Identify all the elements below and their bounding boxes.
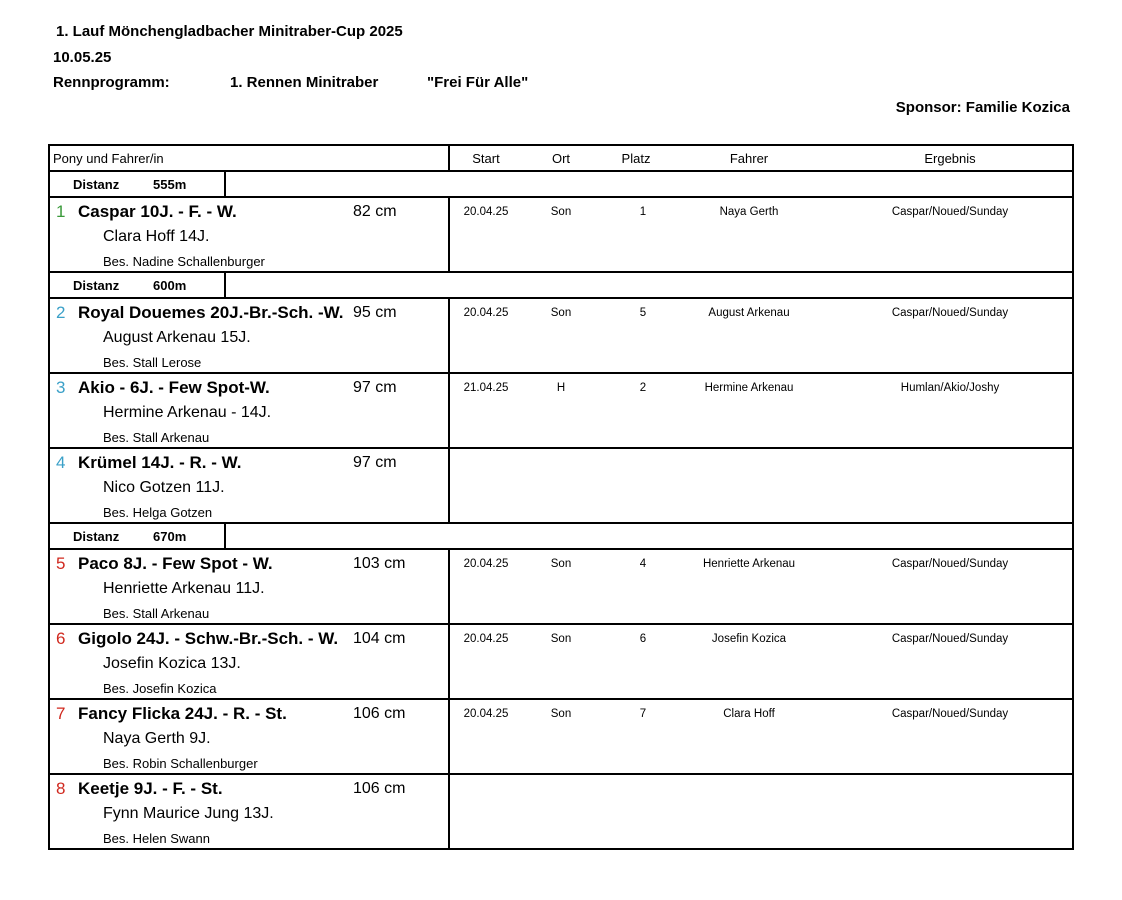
cell-ergebnis: Humlan/Akio/Joshy <box>900 382 1000 394</box>
cell-fahrer: Naya Gerth <box>719 206 779 218</box>
race-name: "Frei Für Alle" <box>427 74 529 91</box>
pony-height: 97 cm <box>353 454 397 471</box>
pony-name: Gigolo 24J. - Schw.-Br.-Sch. - W. <box>78 629 339 648</box>
cell-start: 20.04.25 <box>463 708 509 720</box>
cell-platz: 4 <box>639 558 647 570</box>
cell-fahrer: Josefin Kozica <box>711 633 787 645</box>
start-number: 1 <box>56 202 66 221</box>
distance-value: 555m <box>153 177 187 192</box>
distance-row <box>50 273 1072 299</box>
driver-name: Josefin Kozica 13J. <box>103 655 241 672</box>
table-row <box>50 449 1072 524</box>
table-row <box>50 299 1072 374</box>
column-header-pony: Pony und Fahrer/in <box>53 151 164 166</box>
cell-platz: 7 <box>639 708 647 720</box>
cell-platz: 5 <box>639 307 647 319</box>
pony-name: Krümel 14J. - R. - W. <box>78 453 242 472</box>
start-number: 4 <box>56 453 66 472</box>
cell-fahrer: Clara Hoff <box>723 708 775 720</box>
pony-name: Akio - 6J. - Few Spot-W. <box>78 378 270 397</box>
table-body <box>50 172 1072 848</box>
cell-start: 20.04.25 <box>463 633 509 645</box>
column-divider <box>448 625 450 698</box>
pony-height: 82 cm <box>353 203 397 220</box>
cell-start: 21.04.25 <box>463 382 509 394</box>
race-program-table <box>48 144 1074 850</box>
distance-row <box>50 524 1072 550</box>
column-header-ort: Ort <box>551 151 571 166</box>
pony-name: Fancy Flicka 24J. - R. - St. <box>78 704 287 723</box>
table-row <box>50 550 1072 625</box>
pony-height: 106 cm <box>353 705 406 722</box>
column-header-row <box>50 146 1072 172</box>
cell-ort: Son <box>550 206 572 218</box>
driver-name: Clara Hoff 14J. <box>103 228 210 245</box>
cell-ergebnis: Caspar/Noued/Sunday <box>891 206 1009 218</box>
race-title: 1. Rennen Minitraber <box>230 74 379 91</box>
table-row <box>50 775 1072 848</box>
column-divider <box>448 449 450 522</box>
column-header-start: Start <box>472 151 500 166</box>
column-header-platz: Platz <box>621 151 651 166</box>
owner-name: Bes. Helen Swann <box>103 831 210 846</box>
owner-name: Bes. Stall Lerose <box>103 355 202 370</box>
pony-name: Royal Douemes 20J.-Br.-Sch. -W. <box>78 303 344 322</box>
start-number: 8 <box>56 779 66 798</box>
owner-name: Bes. Josefin Kozica <box>103 681 217 696</box>
column-header-fahrer: Fahrer <box>729 151 769 166</box>
distance-label: Distanz <box>73 278 120 293</box>
driver-name: Henriette Arkenau 11J. <box>103 580 265 597</box>
driver-name: Naya Gerth 9J. <box>103 730 211 747</box>
cell-ort: Son <box>550 708 572 720</box>
distance-value: 600m <box>153 278 187 293</box>
distance-label: Distanz <box>73 529 120 544</box>
cell-ergebnis: Caspar/Noued/Sunday <box>891 633 1009 645</box>
column-divider <box>448 775 450 848</box>
cell-platz: 2 <box>639 382 647 394</box>
document-title: 1. Lauf Mönchengladbacher Minitraber-Cup 2025 <box>56 23 403 40</box>
pony-height: 95 cm <box>353 304 397 321</box>
cell-ergebnis: Caspar/Noued/Sunday <box>891 558 1009 570</box>
column-header-ergebnis: Ergebnis <box>924 151 976 166</box>
column-divider <box>448 374 450 447</box>
cell-start: 20.04.25 <box>463 206 509 218</box>
owner-name: Bes. Robin Schallenburger <box>103 756 258 771</box>
driver-name: Nico Gotzen 11J. <box>103 479 225 496</box>
column-divider <box>448 198 450 271</box>
cell-fahrer: Hermine Arkenau <box>704 382 794 394</box>
cell-start: 20.04.25 <box>463 307 509 319</box>
owner-name: Bes. Stall Arkenau <box>103 430 210 445</box>
pony-name: Keetje 9J. - F. - St. <box>78 779 223 798</box>
sponsor: Sponsor: Familie Kozica <box>895 99 1070 116</box>
cell-ort: Son <box>550 558 572 570</box>
owner-name: Bes. Nadine Schallenburger <box>103 254 265 269</box>
table-row <box>50 700 1072 775</box>
cell-platz: 1 <box>639 206 647 218</box>
cell-ort: Son <box>550 307 572 319</box>
cell-fahrer: August Arkenau <box>708 307 790 319</box>
pony-name: Caspar 10J. - F. - W. <box>78 202 237 221</box>
driver-name: August Arkenau 15J. <box>103 329 251 346</box>
column-divider <box>448 700 450 773</box>
driver-name: Hermine Arkenau - 14J. <box>103 404 272 421</box>
table-row <box>50 625 1072 700</box>
pony-name: Paco 8J. - Few Spot - W. <box>78 554 273 573</box>
cell-start: 20.04.25 <box>463 558 509 570</box>
start-number: 7 <box>56 704 66 723</box>
pony-height: 104 cm <box>353 630 406 647</box>
column-divider <box>448 550 450 623</box>
start-number: 6 <box>56 629 66 648</box>
cell-ergebnis: Caspar/Noued/Sunday <box>891 708 1009 720</box>
cell-ort: Son <box>550 633 572 645</box>
table-row <box>50 374 1072 449</box>
cell-ergebnis: Caspar/Noued/Sunday <box>891 307 1009 319</box>
cell-platz: 6 <box>639 633 647 645</box>
race-date: 10.05.25 <box>53 49 112 66</box>
column-divider <box>448 146 450 170</box>
owner-name: Bes. Stall Arkenau <box>103 606 210 621</box>
pony-height: 103 cm <box>353 555 406 572</box>
owner-name: Bes. Helga Gotzen <box>103 505 213 520</box>
driver-name: Fynn Maurice Jung 13J. <box>103 805 274 822</box>
distance-row <box>50 172 1072 198</box>
column-divider <box>448 299 450 372</box>
start-number: 3 <box>56 378 66 397</box>
pony-height: 97 cm <box>353 379 397 396</box>
start-number: 5 <box>56 554 66 573</box>
table-row <box>50 198 1072 273</box>
distance-label: Distanz <box>73 177 120 192</box>
cell-fahrer: Henriette Arkenau <box>702 558 796 570</box>
program-label: Rennprogramm: <box>53 74 170 91</box>
pony-height: 106 cm <box>353 780 406 797</box>
cell-ort: H <box>556 382 566 394</box>
distance-value: 670m <box>153 529 187 544</box>
start-number: 2 <box>56 303 66 322</box>
